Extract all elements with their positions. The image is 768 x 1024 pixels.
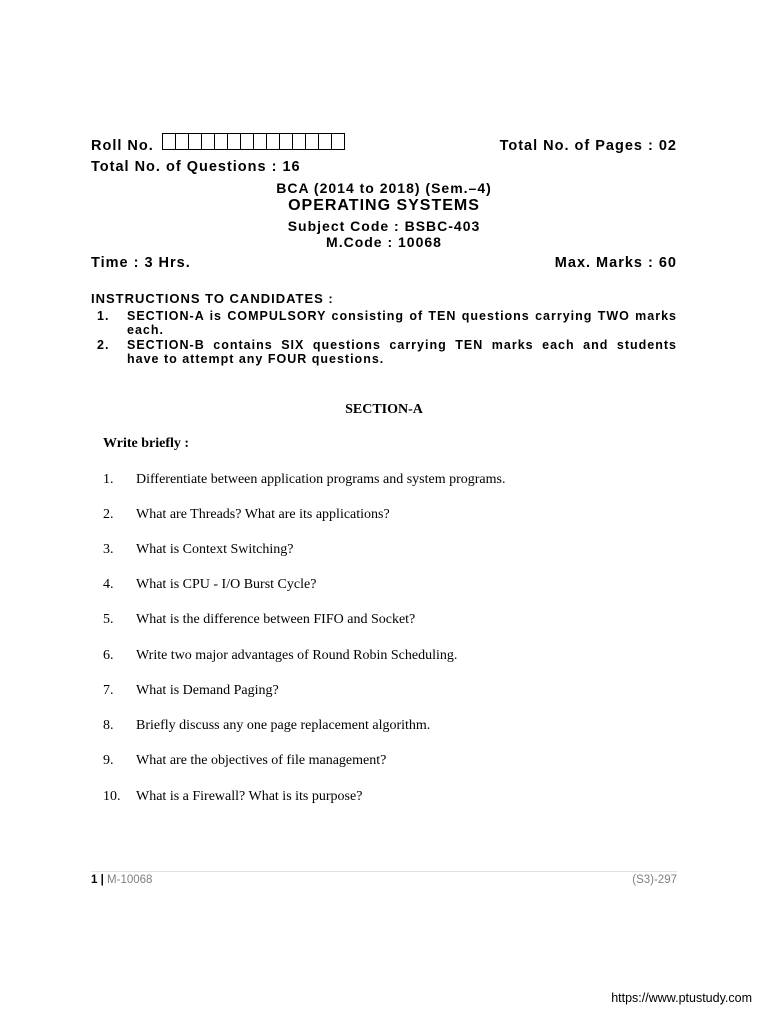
question-item xyxy=(103,472,505,488)
instruction-number: 1. xyxy=(97,309,110,323)
question-text: What is CPU - I/O Burst Cycle? xyxy=(136,577,317,592)
footer-divider xyxy=(91,871,677,872)
course-line: BCA (2014 to 2018) (Sem.–4) xyxy=(276,180,492,196)
footer-page-info xyxy=(91,874,152,886)
exam-time: Time : 3 Hrs. xyxy=(91,255,191,271)
footer-separator: | xyxy=(100,874,104,886)
total-questions: Total No. of Questions : 16 xyxy=(91,159,301,175)
question-number: 1. xyxy=(103,472,114,487)
instruction-item xyxy=(97,338,683,368)
question-item xyxy=(103,718,430,734)
question-text: What is Context Switching? xyxy=(136,542,294,557)
instruction-item xyxy=(97,309,683,339)
total-pages: Total No. of Pages : 02 xyxy=(499,138,677,154)
section-title: SECTION-A xyxy=(345,402,423,417)
question-number: 9. xyxy=(103,753,114,768)
question-item xyxy=(103,577,316,593)
max-marks: Max. Marks : 60 xyxy=(554,255,677,271)
question-text: What is the difference between FIFO and Socket? xyxy=(136,612,416,627)
question-number: 7. xyxy=(103,683,114,698)
question-number: 5. xyxy=(103,612,114,627)
roll-number-box xyxy=(240,133,254,150)
roll-number-label: Roll No. xyxy=(91,138,154,154)
m-code: M.Code : 10068 xyxy=(326,234,442,250)
roll-number-box xyxy=(227,133,241,150)
roll-number-box xyxy=(292,133,306,150)
roll-number-box xyxy=(214,133,228,150)
roll-number-box xyxy=(318,133,332,150)
question-item xyxy=(103,507,390,523)
instruction-text: SECTION-B contains SIX questions carrying TEN marks each and students have to attempt any FOUR questions. xyxy=(127,338,677,366)
question-text: What are Threads? What are its applications? xyxy=(136,507,390,522)
page-number: 1 xyxy=(91,874,98,886)
question-item xyxy=(103,753,386,769)
question-text: What is Demand Paging? xyxy=(136,683,279,698)
instructions-heading: INSTRUCTIONS TO CANDIDATES : xyxy=(91,291,334,306)
page-title: OPERATING SYSTEMS xyxy=(288,197,480,214)
question-item xyxy=(103,612,415,628)
question-item xyxy=(103,683,279,699)
roll-number-box xyxy=(279,133,293,150)
watermark-url: https://www.ptustudy.com xyxy=(611,991,752,1005)
question-number: 3. xyxy=(103,542,114,557)
roll-number-box xyxy=(175,133,189,150)
instruction-text: SECTION-A is COMPULSORY consisting of TEN questions carrying TWO marks each. xyxy=(127,309,677,337)
question-text: Differentiate between application programs and system programs. xyxy=(136,472,506,487)
roll-number-box xyxy=(331,133,345,150)
question-text: What is a Firewall? What is its purpose? xyxy=(136,789,363,804)
question-text: Write two major advantages of Round Robin Scheduling. xyxy=(136,648,458,663)
roll-number-box xyxy=(162,133,176,150)
question-item xyxy=(103,789,362,805)
question-number: 2. xyxy=(103,507,114,522)
section-lead: Write briefly : xyxy=(103,436,190,451)
roll-number-box xyxy=(188,133,202,150)
roll-number-box xyxy=(253,133,267,150)
question-number: 8. xyxy=(103,718,114,733)
subject-code: Subject Code : BSBC-403 xyxy=(287,218,481,234)
question-item xyxy=(103,542,293,558)
question-text: Briefly discuss any one page replacement algorithm. xyxy=(136,718,431,733)
footer-code: M-10068 xyxy=(107,874,153,886)
question-number: 10. xyxy=(103,789,121,804)
roll-number-box xyxy=(305,133,319,150)
roll-number-box xyxy=(201,133,215,150)
question-text: What are the objectives of file management? xyxy=(136,753,387,768)
instruction-number: 2. xyxy=(97,338,110,352)
question-number: 4. xyxy=(103,577,114,592)
roll-number-box xyxy=(266,133,280,150)
question-item xyxy=(103,648,457,664)
roll-number-boxes xyxy=(162,133,344,150)
question-number: 6. xyxy=(103,648,114,663)
footer-ref: (S3)-297 xyxy=(632,874,677,886)
